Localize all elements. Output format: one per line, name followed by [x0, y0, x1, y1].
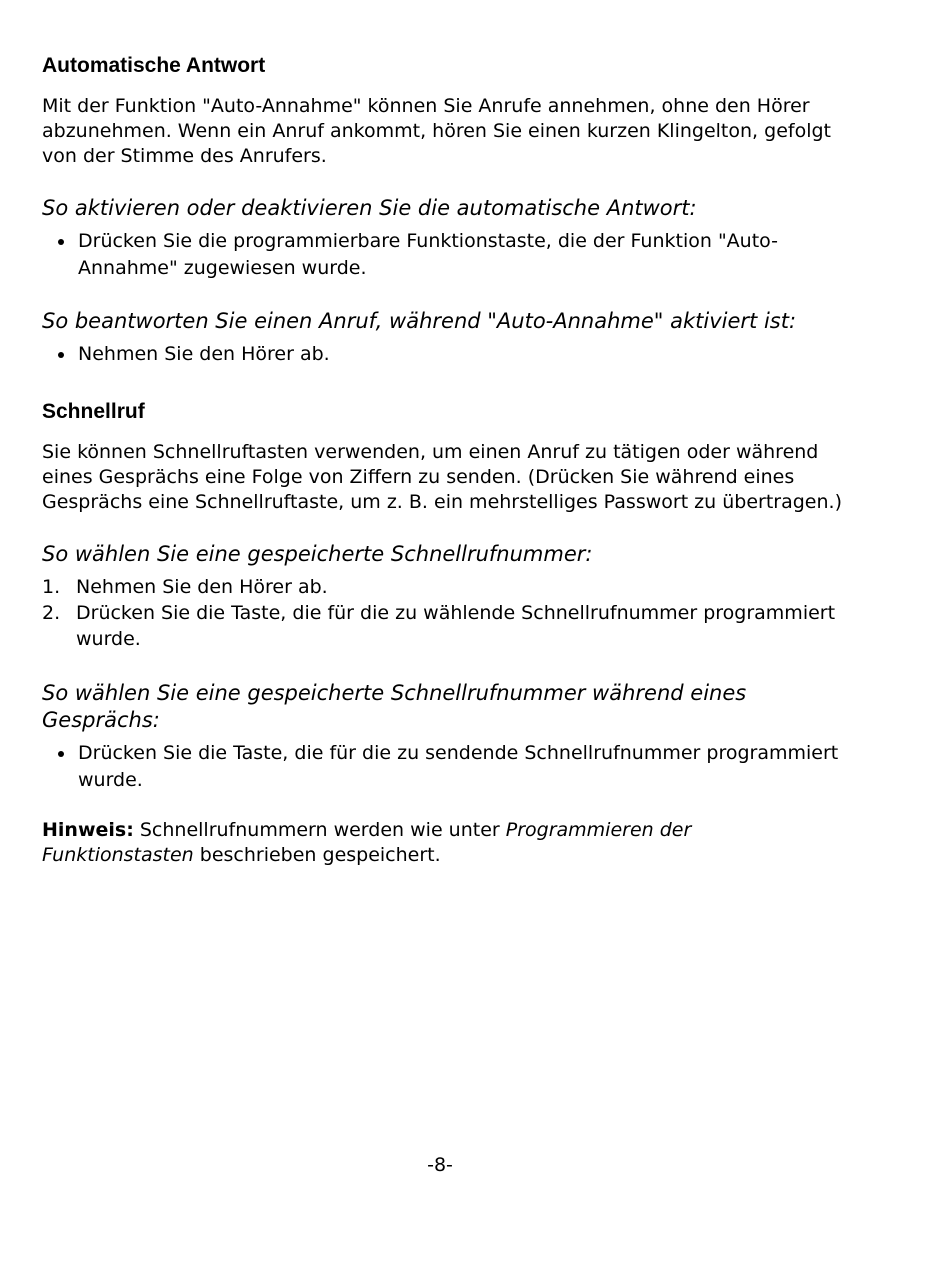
- bullet-icon: [58, 352, 64, 358]
- heading-schnellruf: Schnellruf: [42, 400, 145, 423]
- step-number: 1.: [42, 576, 61, 598]
- speed-dial-subhead: So wählen Sie eine gespeicherte Schnellrufnummer:: [42, 542, 593, 566]
- auto-answer-toggle-subhead: So aktivieren oder deaktivieren Sie die automatische Antwort:: [42, 196, 697, 220]
- auto-answer-call-subhead: So beantworten Sie einen Anruf, während "Auto-Annahme" aktiviert ist:: [42, 309, 797, 333]
- step-text: Nehmen Sie den Hörer ab.: [76, 576, 328, 598]
- step-text: Drücken Sie die Taste, die für die zu wählende Schnellrufnummer programmiert wurde.: [76, 602, 836, 650]
- speed-dial-during-call-subhead: So wählen Sie eine gespeicherte Schnellrufnummer während eines Gesprächs:: [42, 681, 747, 732]
- auto-answer-intro: Mit der Funktion "Auto-Annahme" können Sie Anrufe annehmen, ohne den Hörer abzunehmen. Wenn ein Anruf ankommt, hören Sie einen kurzen Klingelton, gefolgt von der Stimme des Anrufers.: [42, 95, 831, 167]
- note-text-after: beschrieben gespeichert.: [193, 844, 441, 866]
- speed-dial-steps: [42, 574, 842, 652]
- speed-dial-intro: Sie können Schnellruftasten verwenden, um einen Anruf zu tätigen oder während eines Gesprächs eine Folge von Ziffern zu senden. (Drücken Sie während eines Gesprächs eine Schnellruftaste, um z. B. ein mehrstelliges Passwort zu übertragen.): [42, 441, 842, 513]
- page-number: -8-: [427, 1154, 453, 1176]
- list-item-text: Drücken Sie die programmierbare Funktionstaste, die der Funktion "Auto-Annahme" zugewiesen wurde.: [78, 230, 779, 279]
- speed-dial-during-call-list: [42, 740, 842, 794]
- note-text-before: Schnellrufnummern werden wie unter: [133, 819, 506, 841]
- bullet-icon: [58, 751, 64, 757]
- auto-answer-toggle-list: [42, 228, 842, 282]
- note-paragraph: [42, 818, 842, 868]
- list-item: [42, 740, 842, 794]
- list-item: [42, 341, 842, 368]
- step-number: 2.: [42, 602, 61, 624]
- list-item: [42, 228, 842, 282]
- note-reference: Programmieren der Funktionstasten: [42, 819, 692, 866]
- manual-page: [42, 52, 842, 868]
- step-item: [42, 600, 842, 652]
- heading-automatische-antwort: Automatische Antwort: [42, 54, 266, 77]
- list-item-text: Nehmen Sie den Hörer ab.: [78, 343, 330, 365]
- bullet-icon: [58, 239, 64, 245]
- auto-answer-call-list: [42, 341, 842, 368]
- list-item-text: Drücken Sie die Taste, die für die zu sendende Schnellrufnummer programmiert wurde.: [78, 742, 839, 791]
- note-label: Hinweis:: [42, 819, 134, 841]
- step-item: [42, 574, 842, 600]
